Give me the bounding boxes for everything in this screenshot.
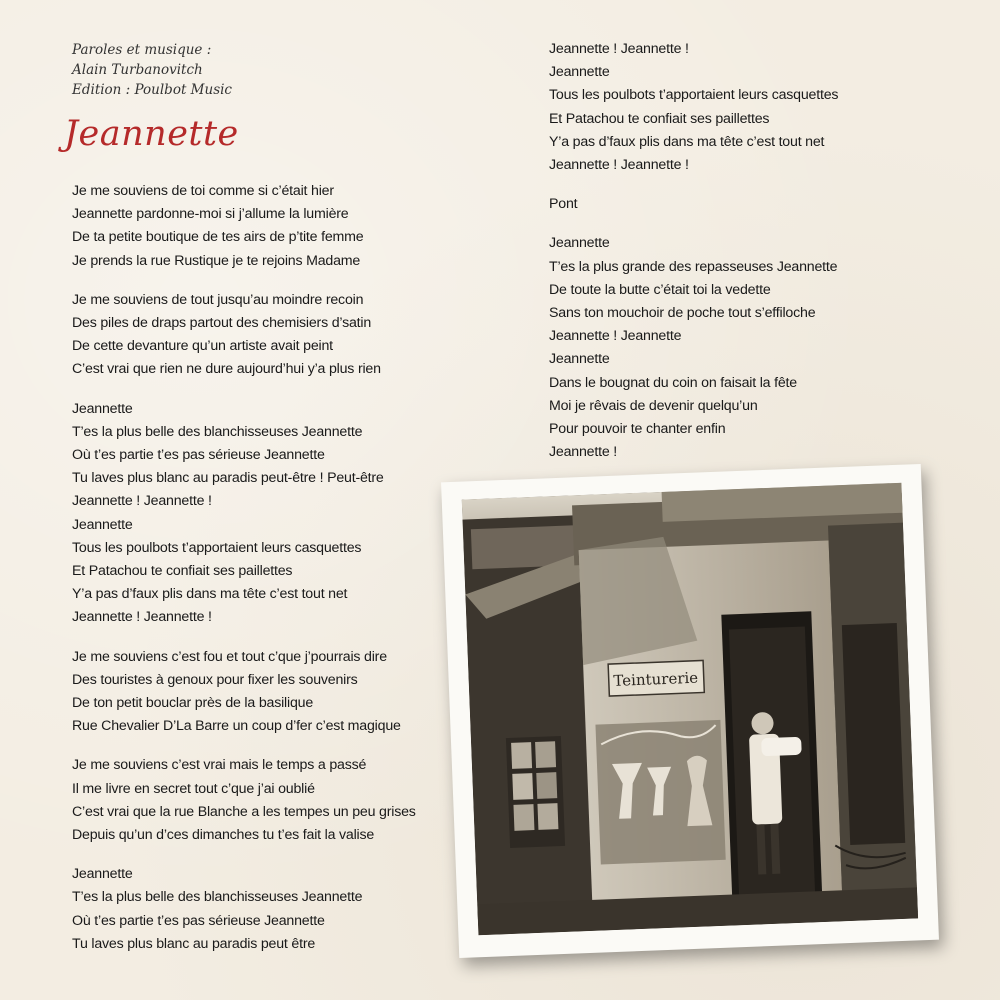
stanza xyxy=(549,193,949,216)
lyric-line: De cette devanture qu’un artiste avait peint xyxy=(72,338,333,355)
lyric-line: De ta petite boutique de tes airs de p’tite femme xyxy=(72,229,364,246)
credits-publisher: Edition : Poulbot Music xyxy=(72,82,232,98)
lyric-line: Jeannette xyxy=(549,351,610,368)
lyric-line: De ton petit bouclar près de la basilique xyxy=(72,695,314,712)
stanza xyxy=(549,38,949,177)
lyric-line: Et Patachou te confiait ses paillettes xyxy=(72,563,293,580)
lyric-line: C’est vrai que rien ne dure aujourd’hui y’a plus rien xyxy=(72,361,381,378)
lyric-line: Je me souviens c’est fou et tout c’que j’pourrais dire xyxy=(72,648,387,665)
lyric-line: Tu laves plus blanc au paradis peut-être ! Peut-être xyxy=(72,470,384,487)
stanza xyxy=(72,754,472,847)
lyric-line: Y’a pas d’faux plis dans ma tête c’est tout net xyxy=(72,586,348,603)
stanza xyxy=(549,232,949,464)
lyric-line: Jeannette ! xyxy=(549,444,618,461)
lyric-line: Jeannette pardonne-moi si j’allume la lumière xyxy=(72,206,349,223)
stanza xyxy=(72,289,472,382)
lyric-line: Y’a pas d’faux plis dans ma tête c’est tout net xyxy=(549,133,825,150)
lyric-line: Des touristes à genoux pour fixer les souvenirs xyxy=(72,671,358,688)
lyric-line: Tous les poulbots t’apportaient leurs casquettes xyxy=(72,539,362,556)
lyric-line: Jeannette ! Jeannette ! xyxy=(549,157,689,174)
lyric-line: Je me souviens de toi comme si c’était hier xyxy=(72,183,334,199)
lyric-line: Depuis qu’un d’ces dimanches tu t’es fait la valise xyxy=(72,827,375,844)
lyric-line: Jeannette ! Jeannette xyxy=(549,328,682,345)
lyric-line: Je me souviens c’est vrai mais le temps a passé xyxy=(72,757,367,774)
credits xyxy=(72,40,232,100)
lyric-line: Jeannette ! Jeannette ! xyxy=(72,609,212,626)
lyric-line: Sans ton mouchoir de poche tout s’effiloche xyxy=(549,305,816,322)
lyric-line: Jeannette xyxy=(549,64,610,81)
lyric-line: Tous les poulbots t’apportaient leurs casquettes xyxy=(549,87,839,104)
credits-author: Alain Turbanovitch xyxy=(72,62,203,78)
lyrics-right-column xyxy=(549,38,949,480)
shop-sign-text: Teinturerie xyxy=(613,668,699,690)
lyric-line: Moi je rêvais de devenir quelqu’un xyxy=(549,397,758,414)
lyric-line: Jeannette xyxy=(72,400,133,417)
stanza xyxy=(72,180,472,273)
lyric-line: Où t’es partie t’es pas sérieuse Jeannette xyxy=(72,912,325,929)
lyric-line: T’es la plus belle des blanchisseuses Jeannette xyxy=(72,423,363,440)
lyric-line: Il me livre en secret tout c’que j’ai oublié xyxy=(72,780,315,797)
lyric-line: Et Patachou te confiait ses paillettes xyxy=(549,110,770,127)
lyric-line: Jeannette xyxy=(72,866,133,883)
lyric-line: Jeannette ! Jeannette ! xyxy=(72,493,212,510)
stanza xyxy=(72,646,472,739)
lyric-line: T’es la plus grande des repasseuses Jeannette xyxy=(549,258,838,275)
lyric-line: T’es la plus belle des blanchisseuses Jeannette xyxy=(72,889,363,906)
lyric-line: Tu laves plus blanc au paradis peut être xyxy=(72,935,316,952)
lyric-line: Rue Chevalier D’La Barre un coup d’fer c’est magique xyxy=(72,718,401,735)
song-title: Jeannette xyxy=(64,114,239,154)
lyric-line: Jeannette xyxy=(549,235,610,252)
lyric-line: Pont xyxy=(549,196,578,213)
lyric-line: Je me souviens de tout jusqu’au moindre recoin xyxy=(72,291,364,308)
vintage-photo xyxy=(441,464,939,958)
credits-lyrics-music: Paroles et musique : xyxy=(72,42,212,58)
lyric-line: Jeannette ! Jeannette ! xyxy=(549,41,689,57)
lyric-line: Dans le bougnat du coin on faisait la fête xyxy=(549,374,797,391)
lyric-line: De toute la butte c’était toi la vedette xyxy=(549,281,771,298)
lyric-line: C’est vrai que la rue Blanche a les tempes un peu grises xyxy=(72,803,416,820)
lyric-line: Pour pouvoir te chanter enfin xyxy=(549,421,726,438)
lyric-line: Je prends la rue Rustique je te rejoins Madame xyxy=(72,252,361,269)
stanza xyxy=(72,398,472,630)
lyrics-left-column xyxy=(72,180,472,972)
shop-photo-image xyxy=(462,483,918,936)
lyric-line: Où t’es partie t’es pas sérieuse Jeannette xyxy=(72,447,325,464)
lyric-line: Des piles de draps partout des chemisiers d’satin xyxy=(72,315,372,332)
lyric-line: Jeannette xyxy=(72,516,133,533)
stanza xyxy=(72,863,472,956)
